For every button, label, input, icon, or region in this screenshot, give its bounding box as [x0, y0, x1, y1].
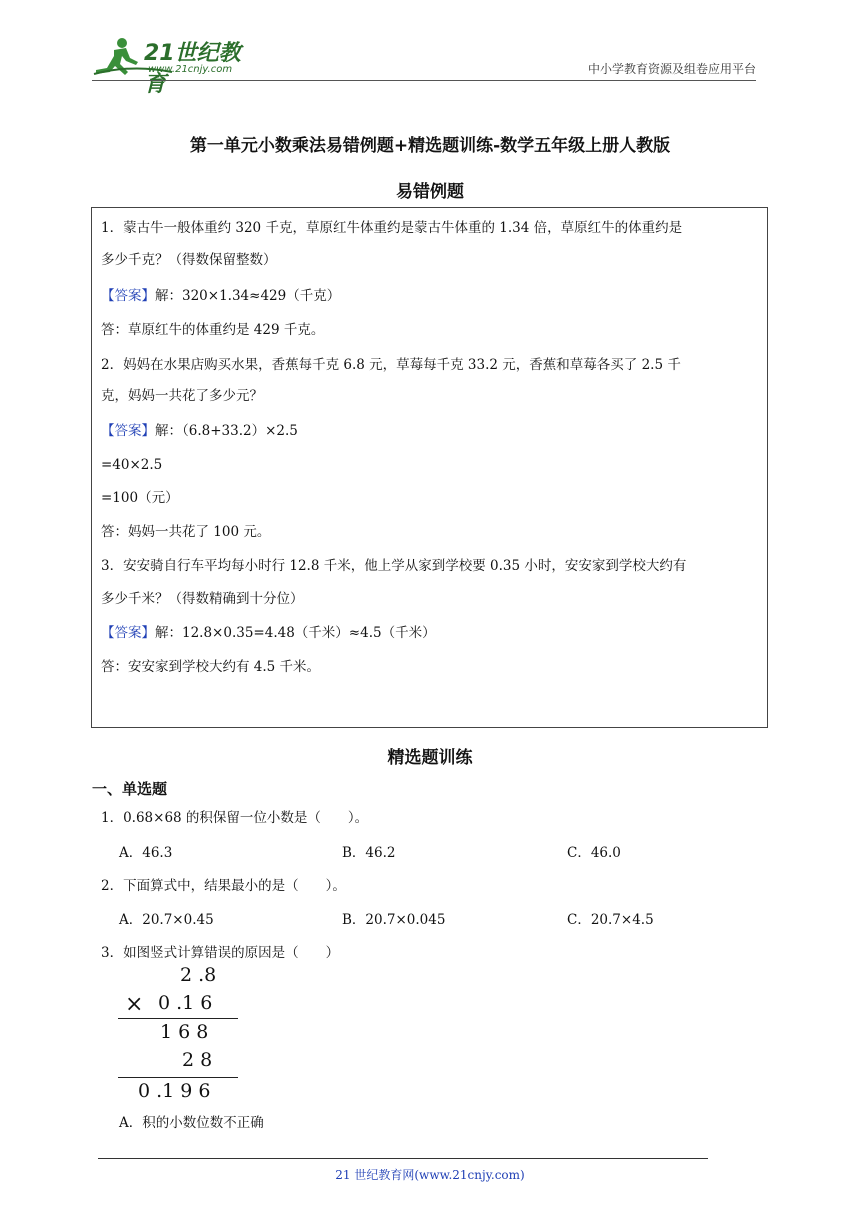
vertical-mult-row3: 1 6 8: [160, 1021, 209, 1043]
mc3-option-a: A．积的小数位数不正确: [119, 1115, 264, 1131]
mc1-option-a: A．46.3: [119, 845, 173, 861]
example3-question-line2: 多少千米？（得数精确到十分位）: [101, 591, 304, 607]
vertical-mult-row4: 2 8: [182, 1049, 213, 1071]
footer-link[interactable]: 21 世纪教育网(www.21cnjy.com): [335, 1168, 525, 1182]
mc2-option-b: B．20.7×0.045: [342, 912, 446, 928]
vertical-mult-row1: 2 .8: [180, 964, 217, 986]
footer-divider: [98, 1158, 708, 1159]
mc2-option-c: C．20.7×4.5: [567, 912, 654, 928]
answer-text: 解：320×1.34≈429（千克）: [155, 288, 341, 304]
answer-tag: 【答案】: [101, 625, 155, 641]
logo-text: 21世纪教育: [144, 41, 241, 97]
vertical-mult-rule1: [118, 1018, 238, 1019]
example1-answer: [101, 286, 340, 306]
answer-tag: 【答案】: [101, 288, 155, 304]
answer-text: 解：（6.8+33.2）×2.5: [155, 423, 298, 439]
mc1-question: 1．0.68×68 的积保留一位小数是（ ）。: [101, 810, 369, 826]
mc1-option-b: B．46.2: [342, 845, 396, 861]
mc2-option-a: A．20.7×0.45: [119, 912, 214, 928]
example2-step2: =100（元）: [101, 490, 179, 506]
example2-step1: =40×2.5: [101, 457, 163, 473]
mc1-option-c: C．46.0: [567, 845, 621, 861]
example3-reply: 答：安安家到学校大约有 4.5 千米。: [101, 659, 321, 675]
section-title-errors: 易错例题: [396, 182, 464, 202]
answer-tag: 【答案】: [101, 423, 155, 439]
platform-label: 中小学教育资源及组卷应用平台: [587, 62, 756, 76]
mc2-question: 2．下面算式中，结果最小的是（ ）。: [101, 878, 346, 894]
example1-question-line2: 多少千克？（得数保留整数）: [101, 252, 277, 268]
document-title: 第一单元小数乘法易错例题+精选题训练-数学五年级上册人教版: [189, 136, 671, 156]
vertical-mult-row5: 0 .1 9 6: [138, 1080, 211, 1102]
example2-answer: [101, 421, 298, 441]
logo-url: www.21cnjy.com: [148, 64, 233, 75]
mc3-question: 3．如图竖式计算错误的原因是（ ）: [101, 945, 340, 961]
example2-reply: 答：妈妈一共花了 100 元。: [101, 524, 271, 540]
example1-question-line1: 1．蒙古牛一般体重约 320 千克，草原红牛体重约是蒙古牛体重的 1.34 倍，草原红牛的体重约是: [101, 220, 683, 236]
vertical-mult-rule2: [118, 1077, 238, 1078]
example3-answer: [101, 623, 436, 643]
header-divider: [92, 80, 756, 81]
example3-question-line1: 3．安安骑自行车平均每小时行 12.8 千米，他上学从家到学校要 0.35 小时，安安家到学校大约有: [101, 558, 687, 574]
example2-question-line2: 克，妈妈一共花了多少元？: [101, 388, 263, 404]
example2-question-line1: 2．妈妈在水果店购买水果，香蕉每千克 6.8 元，草莓每千克 33.2 元，香蕉和草莓各买了 2.5 千: [101, 357, 681, 373]
part-heading-single-choice: 一、单选题: [92, 780, 168, 798]
answer-text: 解：12.8×0.35=4.48（千米）≈4.5（千米）: [155, 625, 436, 641]
vertical-mult-row2: 0 .1 6: [158, 992, 213, 1014]
example1-reply: 答：草原红牛的体重约是 429 千克。: [101, 322, 325, 338]
vertical-mult-times-sign: ×: [125, 992, 144, 1017]
site-logo: [92, 34, 262, 97]
section-title-practice: 精选题训练: [387, 748, 473, 768]
